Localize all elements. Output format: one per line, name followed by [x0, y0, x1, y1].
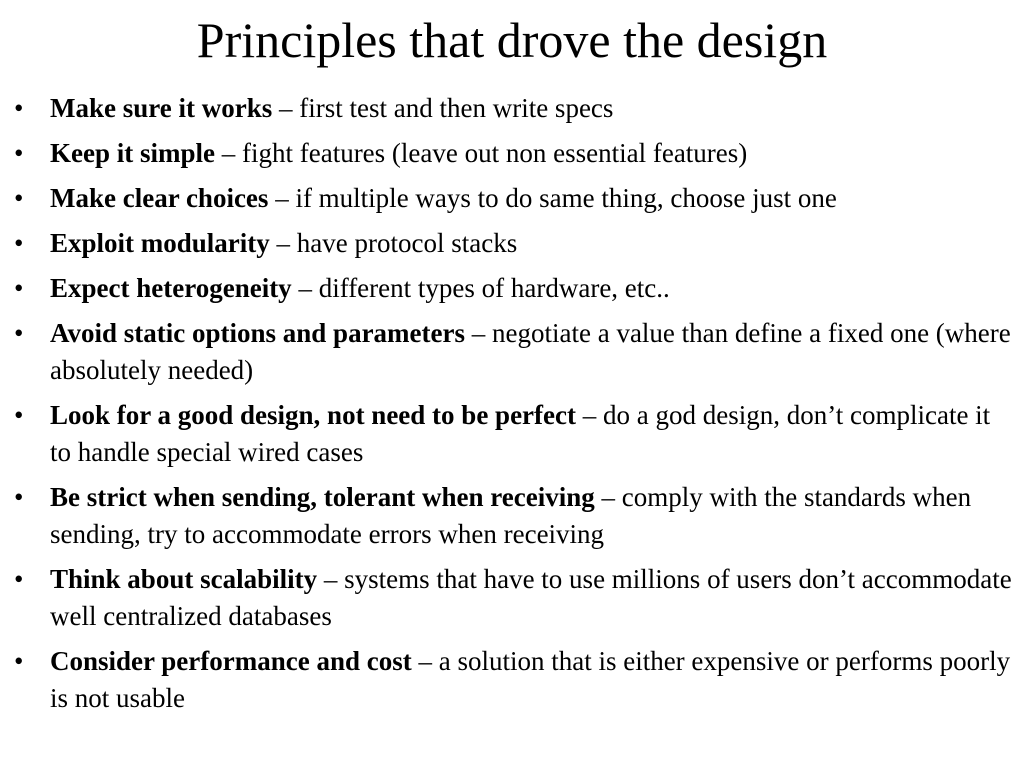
bullet-item	[14, 90, 1014, 127]
bullet-term: Be strict when sending, tolerant when receiving	[50, 482, 595, 512]
bullet-list	[14, 90, 1014, 725]
bullet-description: – have protocol stacks	[269, 228, 518, 258]
bullet-icon: •	[14, 564, 24, 594]
bullet-icon: •	[14, 482, 24, 512]
bullet-icon: •	[14, 646, 24, 676]
bullet-description: – fight features (leave out non essential features)	[214, 138, 748, 168]
bullet-item	[14, 479, 1014, 553]
bullet-item	[14, 135, 1014, 172]
bullet-description: – systems that have to use millions of users don’t accommodate well centralized databases	[50, 564, 1012, 631]
bullet-term: Think about scalability	[50, 564, 318, 594]
bullet-icon: •	[14, 183, 24, 213]
bullet-term: Look for a good design, not need to be perfect	[50, 400, 576, 430]
bullet-term: Keep it simple	[50, 138, 215, 168]
bullet-description: – negotiate a value than define a fixed one (where absolutely needed)	[50, 318, 1011, 385]
bullet-description: – do a god design, don’t complicate it to handle special wired cases	[50, 400, 991, 467]
bullet-term: Exploit modularity	[50, 228, 270, 258]
bullet-term: Avoid static options and parameters	[50, 318, 465, 348]
bullet-icon: •	[14, 273, 24, 303]
bullet-item	[14, 643, 1014, 717]
bullet-icon: •	[14, 400, 24, 430]
bullet-item	[14, 270, 1014, 307]
bullet-icon: •	[14, 93, 24, 123]
bullet-item	[14, 180, 1014, 217]
bullet-description: – comply with the standards when sending, try to accommodate errors when receiving	[50, 482, 972, 549]
bullet-description: – different types of hardware, etc..	[291, 273, 670, 303]
bullet-term: Consider performance and cost	[50, 646, 412, 676]
bullet-term: Make clear choices	[50, 183, 269, 213]
bullet-description: – if multiple ways to do same thing, choose just one	[268, 183, 837, 213]
bullet-item	[14, 225, 1014, 262]
bullet-term: Make sure it works	[50, 93, 273, 123]
bullet-description: – first test and then write specs	[272, 93, 614, 123]
bullet-icon: •	[14, 228, 24, 258]
bullet-icon: •	[14, 138, 24, 168]
bullet-description: – a solution that is either expensive or performs poorly is not usable	[50, 646, 1011, 713]
bullet-item	[14, 315, 1014, 389]
bullet-icon: •	[14, 318, 24, 348]
bullet-item	[14, 397, 1014, 471]
bullet-item	[14, 561, 1014, 635]
bullet-term: Expect heterogeneity	[50, 273, 292, 303]
slide-title: Principles that drove the design	[196, 12, 828, 68]
